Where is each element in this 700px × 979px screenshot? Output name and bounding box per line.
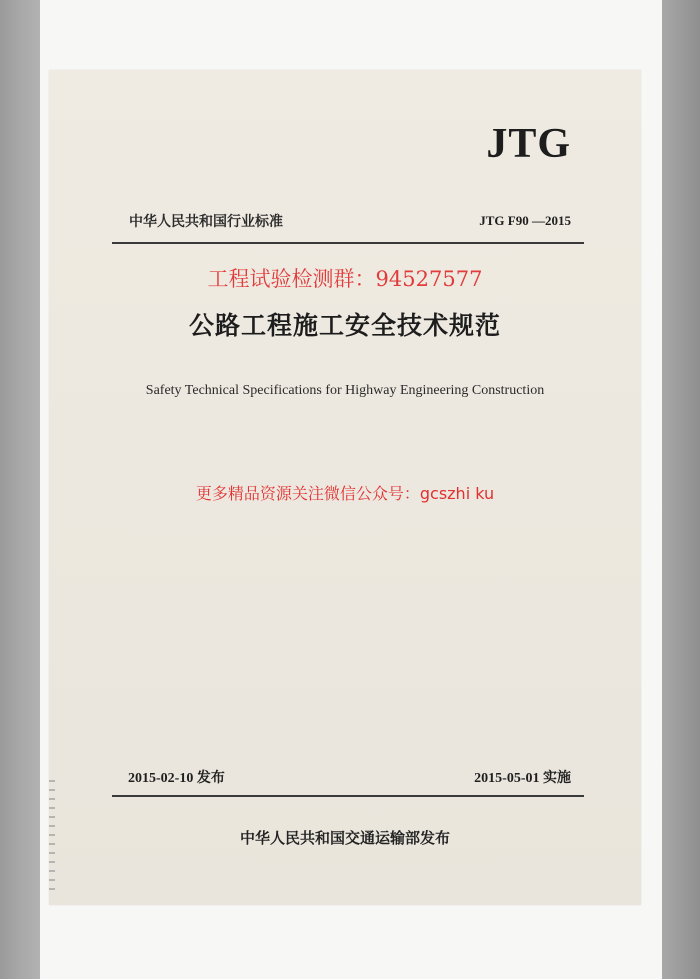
top-divider	[112, 242, 584, 244]
book-cover	[49, 70, 641, 905]
watermark-group-text: 工程试验检测群：94527577	[207, 267, 483, 291]
issue-date: 2015-02-10 发布	[128, 771, 225, 786]
document-title: 公路工程施工安全技术规范	[188, 311, 501, 340]
implementation-date: 2015-05-01 实施	[474, 771, 571, 786]
publisher: 中华人民共和国交通运输部发布	[239, 829, 450, 847]
standard-number: JTG F90 —2015	[479, 213, 571, 228]
bottom-divider	[112, 795, 584, 797]
watermark-wechat-text: 更多精品资源关注微信公众号：gcszhi ku	[195, 484, 495, 503]
jtg-logo: JTG	[486, 121, 571, 167]
industry-standard-label: 中华人民共和国行业标准	[129, 214, 283, 230]
document-title-english: Safety Technical Specifications for Highway Engineering Construction	[145, 383, 545, 398]
